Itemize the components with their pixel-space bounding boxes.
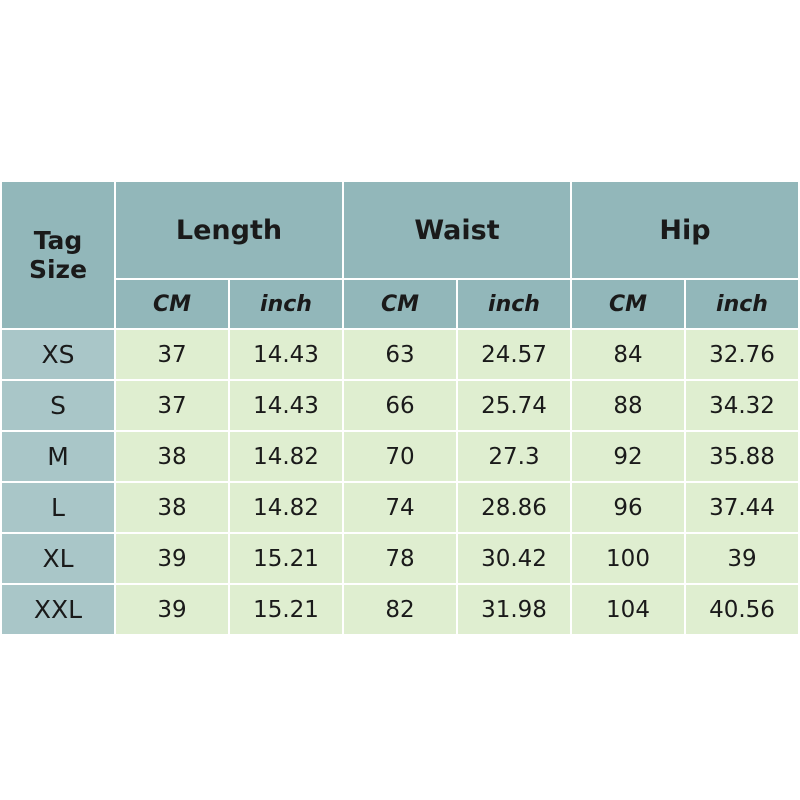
cell-waist-inch: 24.57 xyxy=(457,329,571,380)
row-size-label: XS xyxy=(1,329,115,380)
header-group-waist: Waist xyxy=(343,181,571,279)
table-row xyxy=(1,584,799,635)
cell-length-cm: 37 xyxy=(115,329,229,380)
row-size-label: S xyxy=(1,380,115,431)
cell-length-cm: 39 xyxy=(115,533,229,584)
cell-hip-inch: 40.56 xyxy=(685,584,799,635)
cell-hip-inch: 34.32 xyxy=(685,380,799,431)
header-unit-waist-cm: CM xyxy=(343,279,457,329)
header-unit-length-cm: CM xyxy=(115,279,229,329)
size-chart-table xyxy=(0,180,800,636)
header-unit-hip-inch: inch xyxy=(685,279,799,329)
cell-waist-cm: 78 xyxy=(343,533,457,584)
cell-hip-cm: 104 xyxy=(571,584,685,635)
cell-waist-cm: 63 xyxy=(343,329,457,380)
cell-length-inch: 14.43 xyxy=(229,380,343,431)
table-row xyxy=(1,431,799,482)
table-row xyxy=(1,380,799,431)
cell-length-inch: 15.21 xyxy=(229,533,343,584)
header-tag-size: Tag Size xyxy=(1,181,115,329)
cell-length-cm: 38 xyxy=(115,482,229,533)
cell-waist-cm: 74 xyxy=(343,482,457,533)
row-size-label: L xyxy=(1,482,115,533)
cell-waist-cm: 70 xyxy=(343,431,457,482)
cell-hip-cm: 92 xyxy=(571,431,685,482)
cell-length-inch: 14.82 xyxy=(229,431,343,482)
cell-hip-inch: 32.76 xyxy=(685,329,799,380)
table-row xyxy=(1,533,799,584)
table-row xyxy=(1,329,799,380)
header-unit-hip-cm: CM xyxy=(571,279,685,329)
cell-hip-cm: 84 xyxy=(571,329,685,380)
cell-waist-inch: 25.74 xyxy=(457,380,571,431)
cell-hip-cm: 96 xyxy=(571,482,685,533)
row-size-label: XL xyxy=(1,533,115,584)
cell-waist-cm: 66 xyxy=(343,380,457,431)
cell-waist-inch: 31.98 xyxy=(457,584,571,635)
cell-length-inch: 14.43 xyxy=(229,329,343,380)
table-row xyxy=(1,482,799,533)
header-unit-length-inch: inch xyxy=(229,279,343,329)
cell-hip-inch: 35.88 xyxy=(685,431,799,482)
cell-hip-inch: 37.44 xyxy=(685,482,799,533)
table-header-unit-row xyxy=(1,279,799,329)
row-size-label: M xyxy=(1,431,115,482)
cell-length-cm: 38 xyxy=(115,431,229,482)
cell-length-inch: 15.21 xyxy=(229,584,343,635)
cell-hip-cm: 88 xyxy=(571,380,685,431)
cell-hip-inch: 39 xyxy=(685,533,799,584)
cell-length-inch: 14.82 xyxy=(229,482,343,533)
size-chart-container xyxy=(0,180,800,624)
cell-waist-inch: 30.42 xyxy=(457,533,571,584)
cell-length-cm: 39 xyxy=(115,584,229,635)
header-group-hip: Hip xyxy=(571,181,799,279)
cell-hip-cm: 100 xyxy=(571,533,685,584)
cell-waist-inch: 27.3 xyxy=(457,431,571,482)
row-size-label: XXL xyxy=(1,584,115,635)
header-group-length: Length xyxy=(115,181,343,279)
cell-length-cm: 37 xyxy=(115,380,229,431)
table-header-group-row xyxy=(1,181,799,279)
cell-waist-inch: 28.86 xyxy=(457,482,571,533)
header-unit-waist-inch: inch xyxy=(457,279,571,329)
cell-waist-cm: 82 xyxy=(343,584,457,635)
